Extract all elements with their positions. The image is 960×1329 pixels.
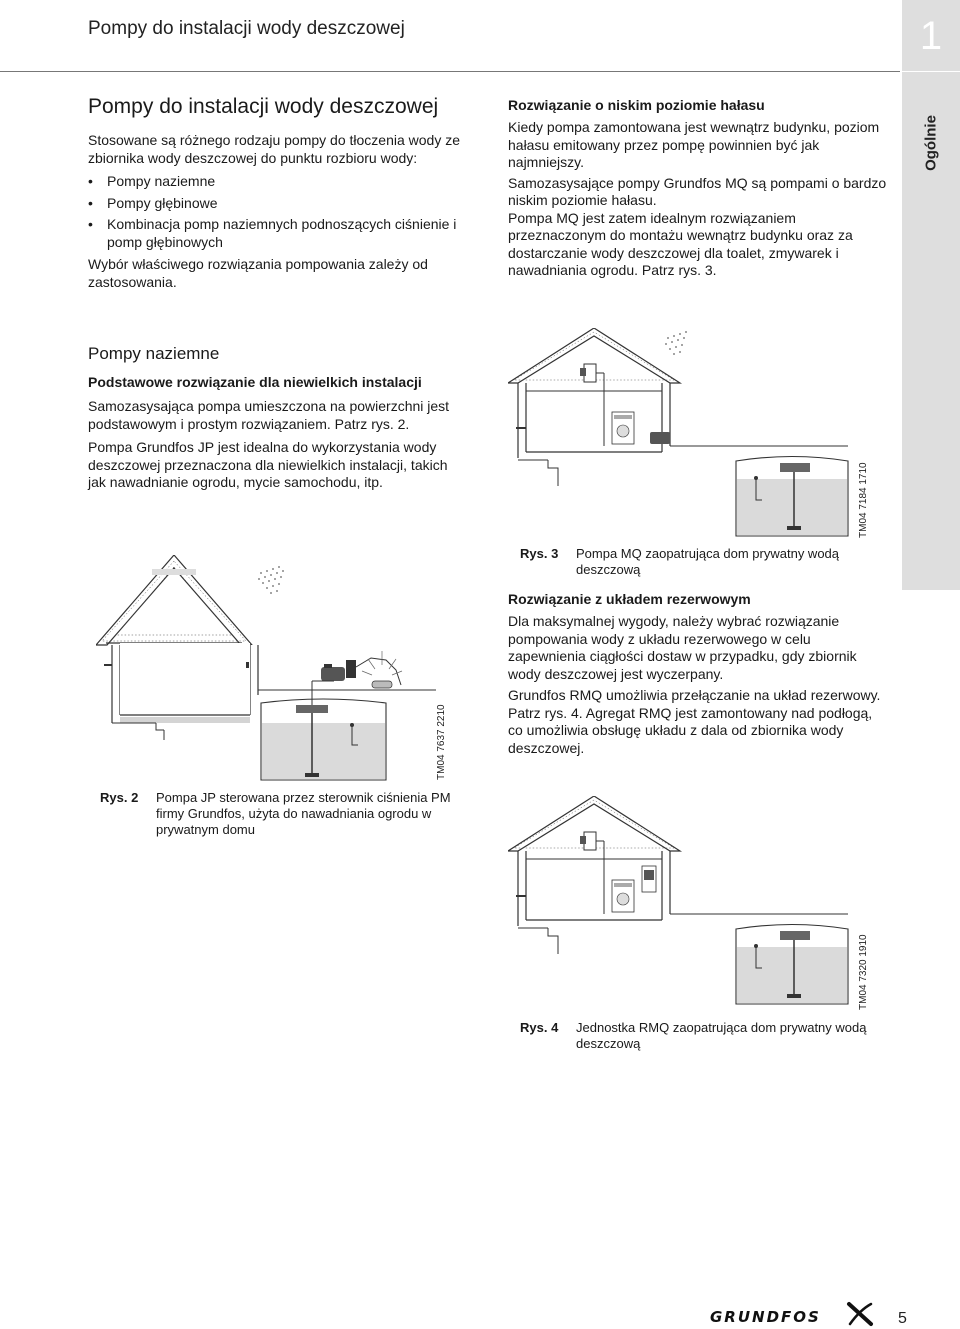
fig3-illustration	[508, 328, 858, 543]
fig4-label: Rys. 4	[520, 1020, 559, 1035]
section-title: Pompy naziemne	[88, 344, 220, 363]
fig3-code: TM04 7184 1710	[858, 462, 869, 538]
noise-paragraph-1: Kiedy pompa zamontowana jest wewnątrz budynku, poziom hałasu emitowany przez pompę powinnien być jak najmniejszy.	[508, 119, 880, 170]
main-title: Pompy do instalacji wody deszczowej	[88, 95, 439, 118]
chapter-number: 1	[902, 0, 960, 71]
fig2-caption: Pompa JP sterowana przez sterownik ciśnienia PM firmy Grundfos, użyta do nawadniania ogrodu w prywatnym domu	[156, 790, 451, 837]
left-column	[88, 94, 468, 291]
page-number: 5	[898, 1310, 907, 1327]
noise-title: Rozwiązanie o niskim poziomie hałasu	[508, 97, 765, 113]
fig4-illustration	[508, 796, 858, 1011]
intro-text: Stosowane są różnego rodzaju pompy do tłoczenia wody ze zbiornika wody deszczowej do punktu rozbioru wody:	[88, 132, 460, 166]
paragraph-1: Samozasysająca pompa umieszczona na powierzchni jest podstawowym i prostym rozwiązaniem. Patrz rys. 2.	[88, 398, 450, 432]
pump-types-list	[88, 173, 468, 251]
header-divider	[0, 71, 900, 72]
paragraph-2: Pompa Grundfos JP jest idealna do wykorzystania wody deszczowej przeznaczona dla niewielkich instalacji, takich jak nawadnianie ogrodu, mycie samochodu, itp.	[88, 439, 448, 490]
fig3-caption: Pompa MQ zaopatrująca dom prywatny wodą deszczową	[576, 546, 840, 577]
fig2-illustration	[96, 555, 456, 790]
backup-paragraph-1: Dla maksymalnej wygody, należy wybrać rozwiązanie pompowania wody z układu rezerwowego w celu zapewnienia ciągłości dostaw w przypadku, gdy zbiornik wody deszczowej jest wyczerpany.	[508, 613, 857, 682]
side-tab-label: Ogólnie	[922, 115, 940, 171]
header-title: Pompy do instalacji wody deszczowej	[88, 18, 405, 39]
side-tab-label-box	[902, 88, 960, 198]
list-item: • Pompy głębinowe	[88, 195, 468, 213]
list-item: • Kombinacja pomp naziemnych podnoszących ciśnienie i pomp głębinowych	[88, 216, 468, 251]
grundfos-logo-text: GRUNDFOS	[710, 1308, 821, 1326]
backup-section	[508, 591, 888, 757]
fig4-caption: Jednostka RMQ zaopatrująca dom prywatny wodą deszczową	[576, 1020, 867, 1051]
grundfos-x-icon	[846, 1300, 874, 1328]
backup-paragraph-2: Grundfos RMQ umożliwia przełączanie na układ rezerwowy. Patrz rys. 4. Agregat RMQ jest zamontowany nad podłogą, co umożliwia obsługę układu z dala od zbiornika wody deszczowej.	[508, 687, 881, 756]
subsection-title: Podstawowe rozwiązanie dla niewielkich instalacji	[88, 374, 422, 390]
fig4-code: TM04 7320 1910	[858, 934, 869, 1010]
list-item: • Pompy naziemne	[88, 173, 468, 191]
fig3-label: Rys. 3	[520, 546, 559, 561]
backup-title: Rozwiązanie z układem rezerwowym	[508, 591, 751, 607]
noise-paragraph-3: Pompa MQ jest zatem idealnym rozwiązaniem przeznaczonym do montażu wewnątrz budynku oraz za dostarczanie wody deszczowej dla toalet, zmywarek i nawadniania ogrodu. Patrz rys. 3.	[508, 209, 853, 278]
noise-paragraph-2: Samozasysające pompy Grundfos MQ są pompami o bardzo niskim poziomie hałasu.	[508, 174, 887, 208]
choice-text: Wybór właściwego rozwiązania pompowania zależy od zastosowania.	[88, 256, 428, 290]
noise-section	[508, 97, 888, 280]
surface-pumps-section	[88, 344, 468, 492]
fig2-label: Rys. 2	[100, 790, 139, 805]
fig2-code: TM04 7637 2210	[436, 704, 447, 780]
